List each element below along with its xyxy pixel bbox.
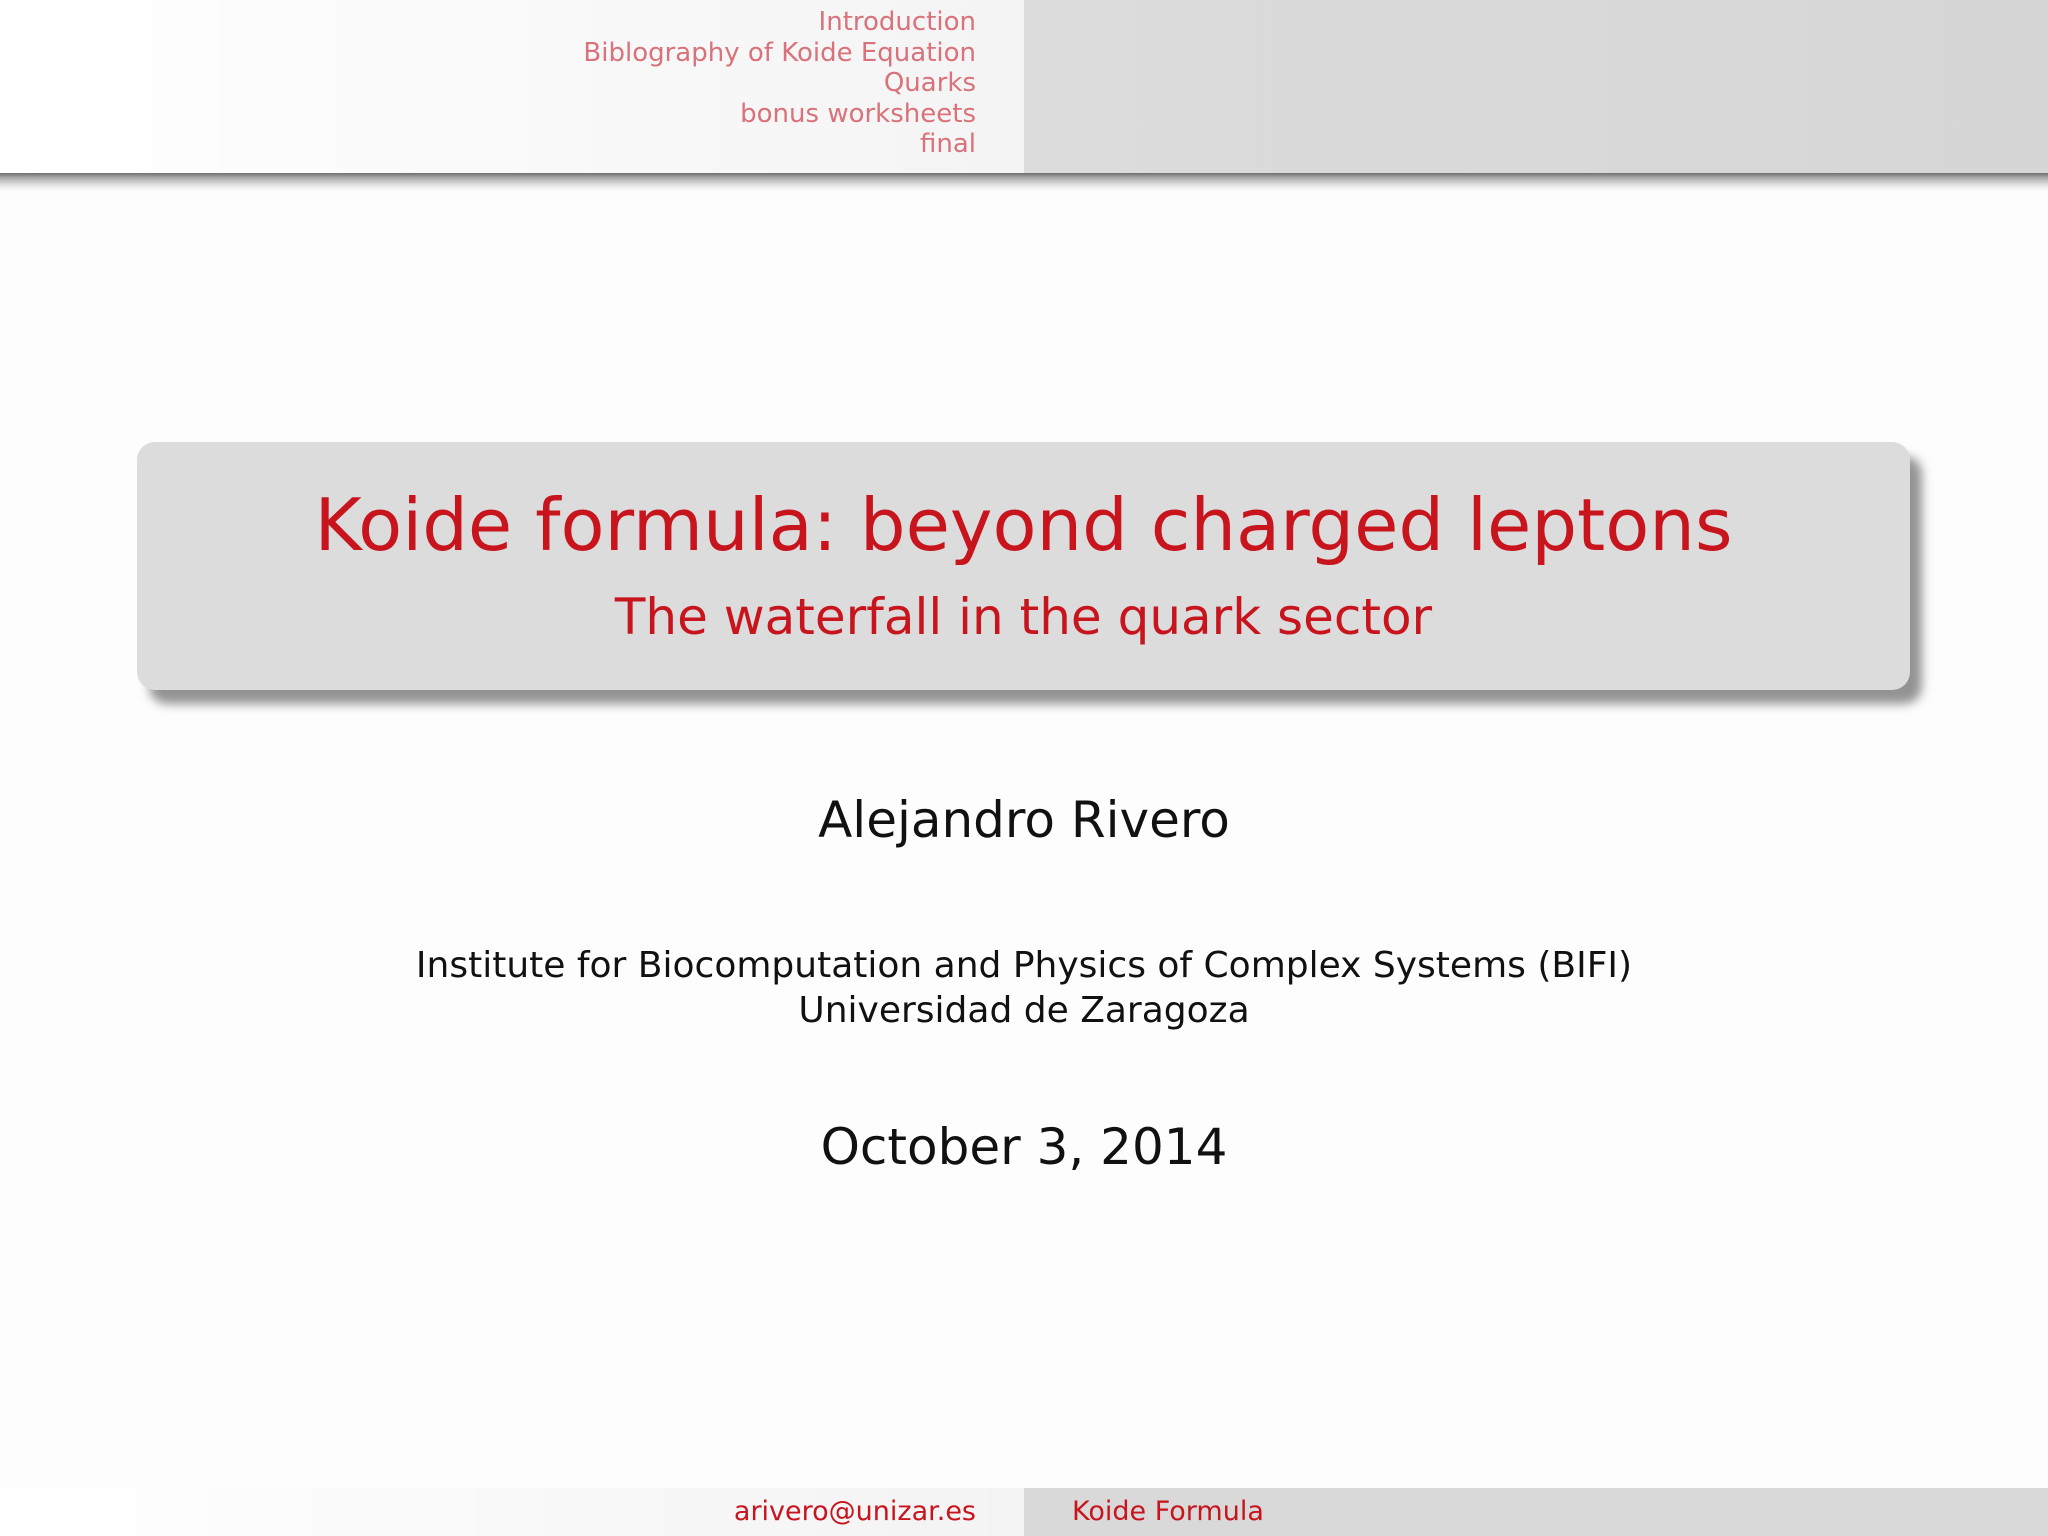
header-right-panel	[1024, 0, 2048, 173]
nav-item-bibliography[interactable]: Biblography of Koide Equation	[583, 37, 976, 68]
footer-short-title: Koide Formula	[1072, 1496, 1264, 1527]
header-shadow	[0, 173, 2048, 191]
footer-bar	[0, 1488, 2048, 1536]
institute	[0, 943, 2048, 1033]
presentation-subtitle: The waterfall in the quark sector	[614, 588, 1433, 646]
institute-name: Institute for Biocomputation and Physics of Complex Systems (BIFI)	[415, 945, 1633, 986]
university-name: Universidad de Zaragoza	[798, 990, 1250, 1031]
author-name: Alejandro Rivero	[818, 791, 1230, 849]
presentation-date: October 3, 2014	[820, 1118, 1228, 1176]
presentation-title: Koide formula: beyond charged leptons	[314, 483, 1733, 567]
nav-item-quarks[interactable]: Quarks	[883, 68, 976, 98]
nav-item-bonus-worksheets[interactable]: bonus worksheets	[740, 98, 976, 129]
footer-left-panel	[0, 1488, 1024, 1536]
nav-item-introduction[interactable]: Introduction	[818, 7, 976, 37]
nav-item-final[interactable]: final	[919, 129, 976, 159]
title-block	[137, 442, 1910, 690]
header-navigation-bar	[0, 0, 2048, 173]
footer-right-panel	[1024, 1488, 2048, 1536]
footer-email: arivero@unizar.es	[733, 1496, 976, 1527]
section-navigation	[583, 7, 976, 160]
header-left-panel	[0, 0, 1024, 173]
